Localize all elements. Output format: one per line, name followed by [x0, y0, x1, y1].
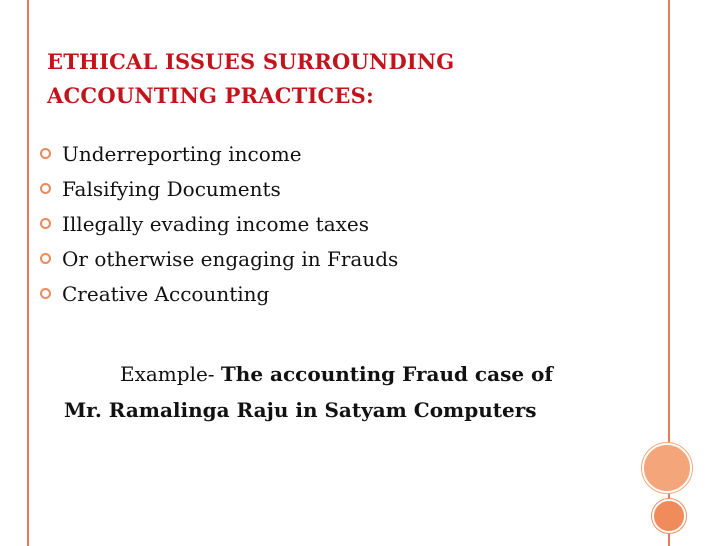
bullet-text: Falsifying Documents	[62, 176, 281, 201]
bullet-item-frauds	[40, 241, 640, 276]
circle-bullet-icon	[40, 253, 51, 264]
example-prefix: Example-	[120, 362, 221, 386]
bullet-text: Illegally evading income taxes	[62, 211, 370, 236]
bullet-text: Or otherwise engaging in Frauds	[62, 246, 399, 271]
slide-title	[47, 45, 607, 113]
slide-title-line-1: ETHICAL ISSUES SURROUNDING	[47, 49, 455, 74]
circle-bullet-icon	[40, 148, 51, 159]
example-case-line-2: Mr. Ramalinga Raju in Satyam Computers	[64, 398, 537, 422]
bullet-text: Underreporting income	[62, 141, 302, 166]
bullet-item-evading-taxes	[40, 206, 640, 241]
decorative-circle-large	[642, 443, 692, 493]
example-paragraph	[64, 356, 664, 428]
bullet-item-creative-accounting	[40, 276, 640, 311]
example-case-line-1: The accounting Fraud case of	[220, 362, 553, 386]
bullet-list	[40, 136, 640, 311]
bullet-item-underreporting	[40, 136, 640, 171]
circle-bullet-icon	[40, 183, 51, 194]
decorative-circle-small	[652, 499, 686, 533]
bullet-item-falsifying	[40, 171, 640, 206]
slide-title-line-2: ACCOUNTING PRACTICES:	[47, 83, 374, 108]
bullet-text: Creative Accounting	[62, 281, 270, 306]
circle-bullet-icon	[40, 288, 51, 299]
circle-bullet-icon	[40, 218, 51, 229]
left-decorative-rule	[27, 0, 29, 546]
